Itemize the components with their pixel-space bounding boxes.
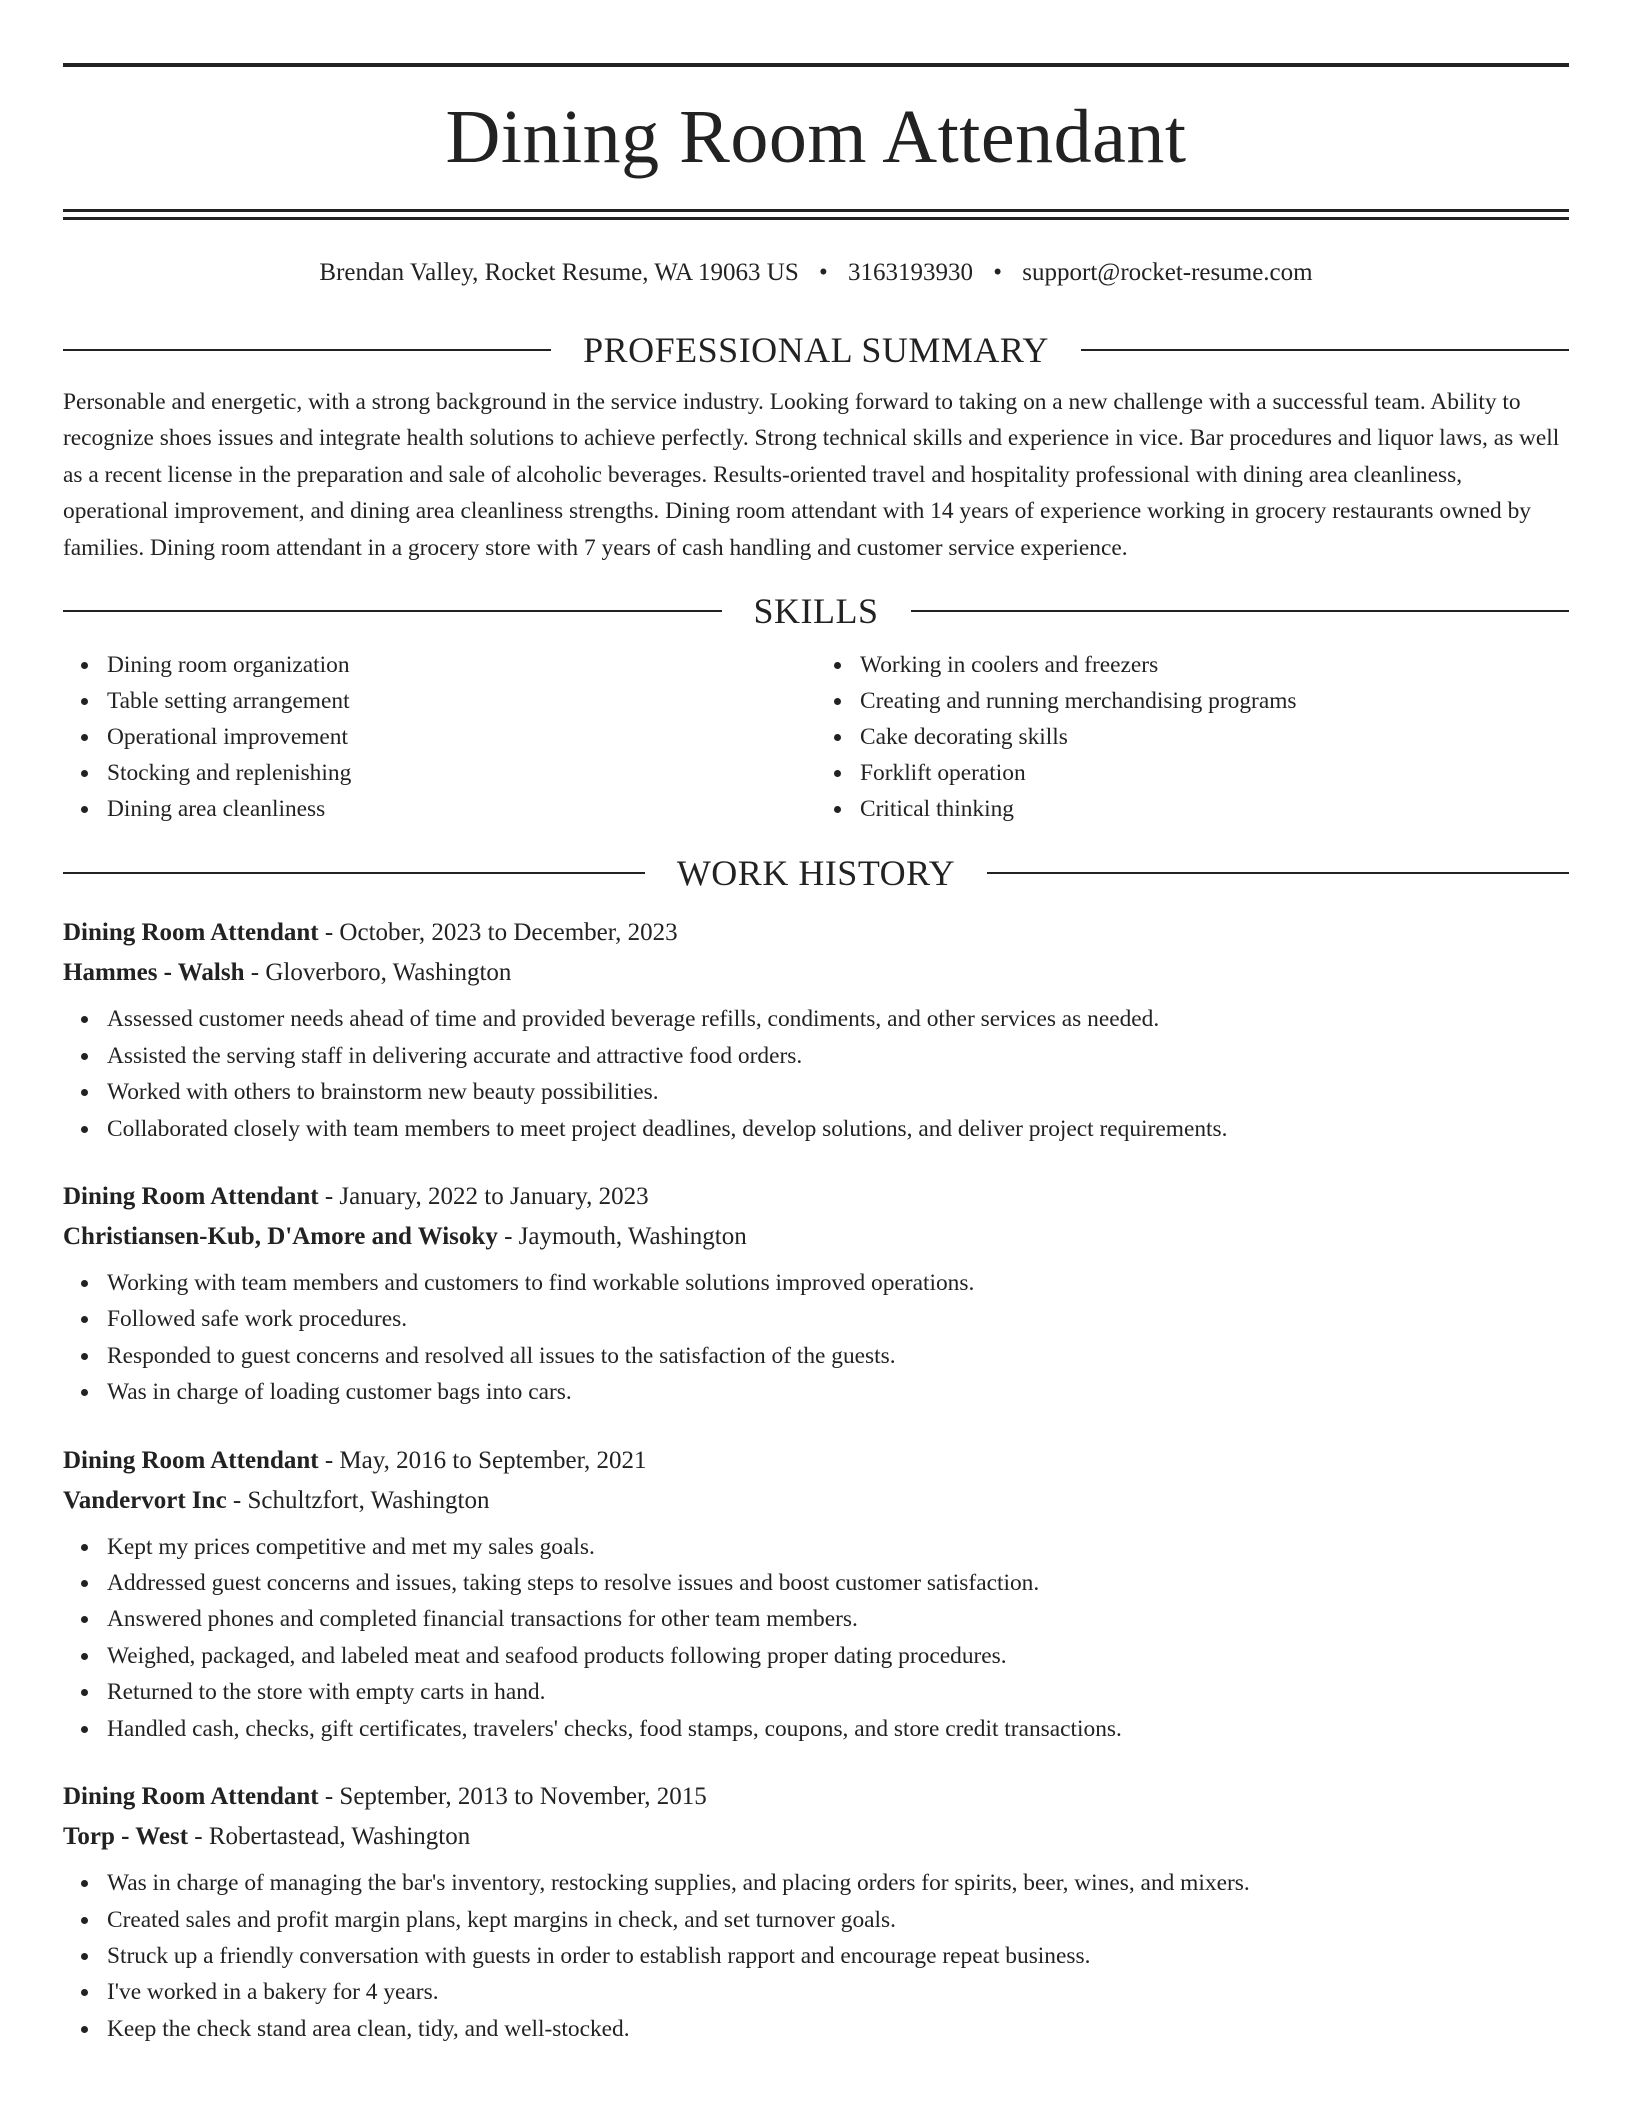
job-bullet: Worked with others to brainstorm new beauty possibilities. [107,1074,1569,1110]
job-company-line [63,1481,1569,1521]
job-dates: - September, 2013 to November, 2015 [318,1783,707,1811]
job-dates: - October, 2023 to December, 2023 [318,919,678,947]
job-dates: - May, 2016 to September, 2021 [318,1446,647,1474]
work-section-header [63,851,1569,895]
top-rule [63,63,1569,67]
job-bullets [63,1001,1569,1147]
job-bullet: Kept my prices competitive and met my sales goals. [107,1529,1569,1565]
skill-item: Stocking and replenishing [107,755,816,791]
summary-section-header [63,328,1569,372]
job-bullet: Was in charge of managing the bar's inventory, restocking supplies, and placing orders for spirits, beer, wines, and mixers. [107,1865,1569,1901]
job-bullet: Collaborated closely with team members to meet project deadlines, develop solutions, and deliver project requirements. [107,1111,1569,1147]
job-bullet: Followed safe work procedures. [107,1301,1569,1337]
skills-list [63,647,1569,827]
section-rule [63,349,551,351]
job-company: Torp - West [63,1823,189,1851]
contact-phone: 3163193930 [848,259,974,286]
contact-line [63,256,1569,290]
job-bullet: Handled cash, checks, gift certificates, travelers' checks, food stamps, coupons, and store credit transactions. [107,1711,1569,1747]
job-bullet: Was in charge of loading customer bags into cars. [107,1374,1569,1410]
job-location: - Robertastead, Washington [188,1823,471,1851]
summary-heading: PROFESSIONAL SUMMARY [583,330,1049,370]
job-bullet: Addressed guest concerns and issues, taking steps to resolve issues and boost customer satisfaction. [107,1565,1569,1601]
section-rule [63,610,722,612]
job-bullet: Weighed, packaged, and labeled meat and seafood products following proper dating procedures. [107,1638,1569,1674]
section-rule [63,872,645,874]
job-bullets [63,1265,1569,1411]
job-bullet: Responded to guest concerns and resolved all issues to the satisfaction of the guests. [107,1338,1569,1374]
job-entry [63,1177,1569,1411]
job-title-line [63,1177,1569,1217]
job-location: - Jaymouth, Washington [497,1223,747,1251]
job-entry [63,1777,1569,2047]
job-title-line [63,913,1569,953]
contact-separator: • [993,259,1003,286]
skill-item: Cake decorating skills [860,719,1569,755]
section-rule [911,610,1570,612]
skills-section-header [63,589,1569,633]
skills-heading: SKILLS [753,591,879,632]
job-bullet: Assessed customer needs ahead of time and provided beverage refills, condiments, and other services as needed. [107,1001,1569,1037]
job-bullet: Struck up a friendly conversation with guests in order to establish rapport and encourage repeat business. [107,1938,1569,1974]
job-bullet: Answered phones and completed financial transactions for other team members. [107,1601,1569,1637]
summary-text: Personable and energetic, with a strong background in the service industry. Looking forward to taking on a new challenge with a successful team. Ability to recognize shoes issues and integrate health solutions to achieve perfectly. Strong technical skills and experience in vice. Bar procedures and liquor laws, as well as a recent license in the preparation and sale of alcoholic beverages. Results-oriented travel and hospitality professional with dining area cleanliness, operational improvement, and dining area cleanliness strengths. Dining room attendant with 14 years of experience working in grocery restaurants owned by families. Dining room attendant in a grocery store with 7 years of cash handling and customer service experience. [63,389,1560,561]
skill-item: Dining area cleanliness [107,791,816,827]
contact-email: support@rocket-resume.com [1022,259,1313,286]
job-title: Dining Room Attendant [63,1783,319,1811]
title-double-rule [63,209,1569,220]
job-company: Hammes - Walsh [63,959,245,987]
resume-title: Dining Room Attendant [445,95,1187,179]
work-heading: WORK HISTORY [676,853,956,894]
job-entry [63,1441,1569,1747]
skill-item: Working in coolers and freezers [860,647,1569,683]
skill-item: Creating and running merchandising programs [860,683,1569,719]
job-bullets [63,1529,1569,1747]
job-company: Christiansen-Kub, D'Amore and Wisoky [63,1223,498,1251]
contact-separator: • [819,259,828,286]
skill-item: Operational improvement [107,719,816,755]
contact-address: Brendan Valley, Rocket Resume, WA 19063 US [319,259,799,286]
skill-item: Table setting arrangement [107,683,816,719]
job-location: - Gloverboro, Washington [244,959,512,987]
section-rule [987,872,1569,874]
job-dates: - January, 2022 to January, 2023 [318,1183,649,1211]
job-title-line [63,1441,1569,1481]
job-company-line [63,953,1569,993]
job-title: Dining Room Attendant [63,1446,319,1474]
job-title: Dining Room Attendant [63,919,319,947]
job-entry [63,913,1569,1147]
job-company-line [63,1817,1569,1857]
job-bullet: Working with team members and customers to find workable solutions improved operations. [107,1265,1569,1301]
job-bullet: Returned to the store with empty carts in hand. [107,1674,1569,1710]
job-bullet: Keep the check stand area clean, tidy, and well-stocked. [107,2011,1569,2047]
job-bullets [63,1865,1569,2047]
job-title: Dining Room Attendant [63,1183,319,1211]
skill-item: Critical thinking [860,791,1569,827]
job-bullet: Created sales and profit margin plans, kept margins in check, and set turnover goals. [107,1902,1569,1938]
skills-column-right [816,647,1569,827]
job-bullet: I've worked in a bakery for 4 years. [107,1974,1569,2010]
job-company: Vandervort Inc [63,1486,227,1514]
job-company-line [63,1217,1569,1257]
job-bullet: Assisted the serving staff in delivering accurate and attractive food orders. [107,1038,1569,1074]
skills-column-left [63,647,816,827]
section-rule [1081,349,1569,351]
skill-item: Dining room organization [107,647,816,683]
job-title-line [63,1777,1569,1817]
resume-page [63,0,1569,2047]
job-location: - Schultzfort, Washington [226,1486,490,1514]
skill-item: Forklift operation [860,755,1569,791]
